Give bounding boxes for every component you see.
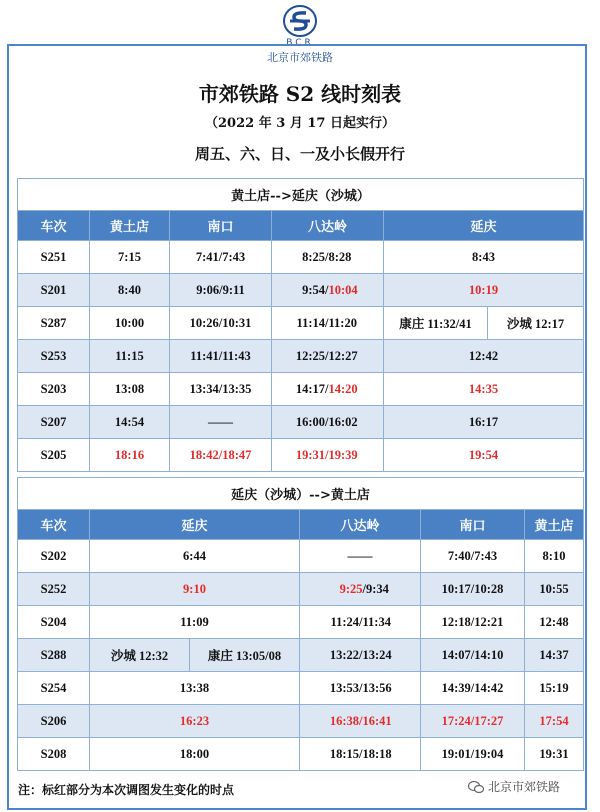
time-cell: 13:56 — [363, 672, 421, 705]
time-cell: 14:17/ — [272, 373, 329, 406]
train-number: S288 — [18, 639, 90, 672]
col-huangtudian: 黄土店 — [525, 510, 584, 540]
time-cell: 8:28 — [329, 241, 384, 274]
page-title: 市郊铁路 S2 线时刻表 — [198, 82, 402, 106]
table-row — [18, 406, 584, 439]
train-number: S203 — [18, 373, 90, 406]
time-cell: 14:07/14:10 — [421, 639, 525, 672]
direction-label: 延庆（沙城）-->黄土店 — [18, 478, 584, 510]
col-badaling: 八达岭 — [300, 510, 421, 540]
changed-time-cell: 16:38/ — [300, 705, 363, 738]
time-cell: 12:27 — [329, 340, 384, 373]
train-number: S287 — [18, 307, 90, 340]
time-cell: 12:25/ — [272, 340, 329, 373]
header-row — [18, 211, 584, 241]
time-cell: 13:34/13:35 — [170, 373, 272, 406]
time-cell: 8:25/ — [272, 241, 329, 274]
changed-time-cell: 9:10 — [90, 573, 300, 606]
inbound-timetable — [17, 477, 584, 771]
table-row — [18, 373, 584, 406]
time-cell: 16:00/ — [272, 406, 329, 439]
changed-time-cell: 14:35 — [384, 373, 584, 406]
time-cell: 19:31 — [525, 738, 584, 771]
table-row — [18, 274, 584, 307]
table-row — [18, 540, 584, 573]
col-yanqing: 延庆 — [90, 510, 300, 540]
time-cell: 9:54/ — [272, 274, 329, 307]
table-row — [18, 672, 584, 705]
table-row — [18, 573, 584, 606]
table-row — [18, 606, 584, 639]
time-cell: 11:24/ — [300, 606, 363, 639]
changed-time-cell: 10:04 — [329, 274, 384, 307]
operating-days: 周五、六、日、一及小长假开行 — [194, 145, 405, 163]
changed-time-cell: 17:54 — [525, 705, 584, 738]
time-cell: 7:41/7:43 — [170, 241, 272, 274]
direction-row — [18, 478, 584, 510]
col-train: 车次 — [18, 510, 90, 540]
time-cell: 14:39/14:42 — [421, 672, 525, 705]
changed-time-cell: 17:24/17:27 — [421, 705, 525, 738]
time-cell: 10:00 — [90, 307, 170, 340]
time-cell: 7:15 — [90, 241, 170, 274]
outbound-timetable — [17, 178, 584, 472]
time-cell: —— — [300, 540, 421, 573]
table-row — [18, 340, 584, 373]
shacheng-cell: 沙城 12:32 — [90, 639, 190, 672]
watermark — [468, 778, 560, 795]
changed-time-cell: 18:42/18:47 — [170, 439, 272, 472]
changed-time-cell: 10:19 — [384, 274, 584, 307]
table-row — [18, 705, 584, 738]
time-cell: 12:42 — [384, 340, 584, 373]
changed-time-cell: 16:41 — [363, 705, 421, 738]
train-number: S252 — [18, 573, 90, 606]
kangzhuang-cell: 康庄 11:32/41 — [384, 307, 488, 340]
bcr-logo-icon — [283, 4, 317, 38]
train-number: S204 — [18, 606, 90, 639]
col-yanqing: 延庆 — [384, 211, 584, 241]
col-huangtudian: 黄土店 — [90, 211, 170, 241]
col-train: 车次 — [18, 211, 90, 241]
time-cell: 18:18 — [363, 738, 421, 771]
train-number: S202 — [18, 540, 90, 573]
changed-time-cell: 16:23 — [90, 705, 300, 738]
time-cell: 11:20 — [329, 307, 384, 340]
col-nankou: 南口 — [170, 211, 272, 241]
time-cell: 16:02 — [329, 406, 384, 439]
kangzhuang-cell: 康庄 13:05/08 — [190, 639, 300, 672]
changed-time-cell: 18:16 — [90, 439, 170, 472]
time-cell: 9:06/9:11 — [170, 274, 272, 307]
train-number: S207 — [18, 406, 90, 439]
watermark-text: 北京市郊铁路 — [488, 780, 561, 794]
time-cell: 14:37 — [525, 639, 584, 672]
direction-row — [18, 179, 584, 211]
col-badaling: 八达岭 — [272, 211, 384, 241]
time-cell: 11:14/ — [272, 307, 329, 340]
header-row — [18, 510, 584, 540]
time-cell: 19:01/19:04 — [421, 738, 525, 771]
footnote: 注：标红部分为本次调图发生变化的时点 — [18, 783, 235, 797]
shacheng-cell: 沙城 12:17 — [488, 307, 584, 340]
time-cell: —— — [170, 406, 272, 439]
table-row — [18, 241, 584, 274]
time-cell: 12:18/12:21 — [421, 606, 525, 639]
train-number: S254 — [18, 672, 90, 705]
time-cell: 13:53/ — [300, 672, 363, 705]
table-row — [18, 738, 584, 771]
time-cell: 13:22/ — [300, 639, 363, 672]
time-cell: 11:41/11:43 — [170, 340, 272, 373]
changed-time-cell: 19:31/ — [272, 439, 329, 472]
time-cell: 15:19 — [525, 672, 584, 705]
time-cell: 8:40 — [90, 274, 170, 307]
changed-time-cell: 19:39 — [329, 439, 384, 472]
time-cell: 13:08 — [90, 373, 170, 406]
time-cell: 10:26/10:31 — [170, 307, 272, 340]
direction-label: 黄土店-->延庆（沙城） — [18, 179, 584, 211]
time-cell: 8:10 — [525, 540, 584, 573]
table-row — [18, 307, 584, 340]
time-cell: 6:44 — [90, 540, 300, 573]
changed-time-cell: 9:25 — [300, 573, 363, 606]
logo-org-name: 北京市郊铁路 — [267, 51, 333, 64]
time-cell: 13:38 — [90, 672, 300, 705]
table-row — [18, 439, 584, 472]
table-row — [18, 639, 584, 672]
time-cell: 16:17 — [384, 406, 584, 439]
time-cell: 18:00 — [90, 738, 300, 771]
time-cell: 14:54 — [90, 406, 170, 439]
train-number: S251 — [18, 241, 90, 274]
changed-time-cell: 14:20 — [329, 373, 384, 406]
train-number: S205 — [18, 439, 90, 472]
col-nankou: 南口 — [421, 510, 525, 540]
train-number: S201 — [18, 274, 90, 307]
changed-time-cell: 19:54 — [384, 439, 584, 472]
time-cell: 11:15 — [90, 340, 170, 373]
time-cell: 10:55 — [525, 573, 584, 606]
train-number: S206 — [18, 705, 90, 738]
train-number: S208 — [18, 738, 90, 771]
effective-date: （2022 年 3 月 17 日起实行） — [205, 116, 395, 131]
time-cell: 7:40/7:43 — [421, 540, 525, 573]
wechat-icon — [468, 780, 484, 794]
train-number: S253 — [18, 340, 90, 373]
time-cell: 13:24 — [363, 639, 421, 672]
time-cell: 11:34 — [363, 606, 421, 639]
time-cell: 10:17/10:28 — [421, 573, 525, 606]
time-cell: 8:43 — [384, 241, 584, 274]
time-cell: 12:48 — [525, 606, 584, 639]
logo-abbr: BCR — [286, 38, 314, 48]
time-cell: 11:09 — [90, 606, 300, 639]
time-cell: /9:34 — [363, 573, 421, 606]
time-cell: 18:15/ — [300, 738, 363, 771]
